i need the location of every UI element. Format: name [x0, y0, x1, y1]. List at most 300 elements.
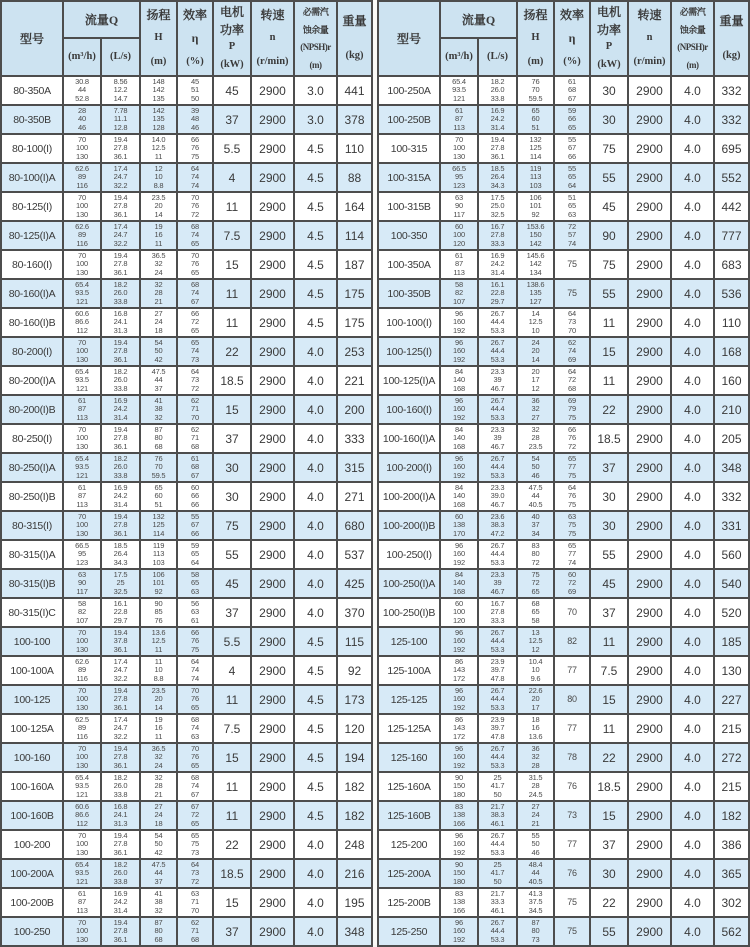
speed-cell: 2900 [628, 279, 671, 308]
power-cell: 37 [590, 453, 628, 482]
value-line: 90 [455, 859, 463, 869]
value-line: 27.8 [113, 752, 128, 762]
flow-m3h-cell-values [64, 570, 100, 597]
value-line: 160 [453, 752, 465, 762]
flow-m3h-cell [63, 76, 101, 105]
value-line: 37.8 [113, 636, 128, 646]
value-line: 19.4 [113, 685, 128, 695]
value-line: 76 [567, 868, 577, 879]
value-line: 192 [453, 760, 465, 770]
col-header-head [517, 1, 554, 76]
value-line: 92 [531, 209, 540, 219]
efficiency-cell [554, 917, 590, 946]
value-line: 44 [531, 868, 540, 878]
efficiency-cell-values [178, 367, 212, 394]
value-line: 66 [191, 528, 199, 538]
table-row [378, 163, 749, 192]
weight-cell: 332 [714, 482, 749, 511]
value-line: 130 [76, 151, 88, 161]
value-line: 32 [154, 412, 163, 422]
value-line: 63 [191, 586, 199, 596]
speed-cell: 2900 [628, 163, 671, 192]
value-line: 75 [191, 644, 199, 654]
head-cell-values [141, 628, 176, 655]
value-line: 153.6 [526, 221, 545, 231]
table-row [378, 801, 749, 830]
weight-cell: 386 [714, 830, 749, 859]
head-cell-values [518, 309, 553, 336]
value-line: 23.6 [490, 511, 505, 521]
head-cell-values [518, 222, 553, 249]
flow-ls-cell [478, 76, 517, 105]
model-cell: 80-250(I) [1, 424, 63, 453]
value-line: 28 [154, 781, 163, 791]
power-cell: 37 [213, 917, 251, 946]
efficiency-cell-values [178, 686, 212, 713]
value-line: 135 [152, 114, 165, 124]
header-line: (m) [527, 55, 544, 67]
value-line: 172 [453, 731, 465, 741]
model-cell: 100-250 [1, 917, 63, 946]
weight-cell: 348 [337, 917, 372, 946]
value-line: 11 [154, 238, 163, 248]
value-line: 32.5 [490, 209, 505, 219]
value-line: 160 [453, 346, 465, 356]
head-cell-values [141, 570, 176, 597]
header-line: (NPSH)r [300, 42, 331, 53]
efficiency-cell-values [555, 106, 589, 133]
value-line: 128 [152, 122, 165, 132]
flow-ls-cell [101, 337, 140, 366]
power-cell: 30 [590, 76, 628, 105]
value-line: 68 [191, 714, 199, 724]
model-cell: 80-160(I)A [1, 279, 63, 308]
efficiency-cell [554, 279, 590, 308]
value-line: 27.8 [113, 520, 128, 530]
speed-cell: 2900 [628, 424, 671, 453]
value-line: 107 [453, 296, 465, 306]
flow-ls-cell [101, 424, 140, 453]
npsh-cell: 4.0 [671, 163, 714, 192]
value-line: 62 [568, 337, 576, 347]
value-line: 27.8 [113, 839, 128, 849]
value-line: 72 [531, 557, 540, 567]
value-line: 24 [154, 760, 163, 770]
flow-m3h-cell-values [441, 396, 477, 423]
value-line: 63 [191, 888, 199, 898]
value-line: 26.4 [490, 172, 505, 182]
table-row [378, 424, 749, 453]
value-line: 160 [453, 462, 465, 472]
efficiency-cell-values [178, 222, 212, 249]
value-line: 13.6 [528, 731, 543, 741]
head-cell-values [141, 425, 176, 452]
value-line: 64 [568, 180, 576, 190]
value-line: 143 [453, 665, 465, 675]
npsh-cell: 4.0 [671, 656, 714, 685]
value-line: 142 [529, 259, 542, 269]
flow-ls-cell-values [102, 628, 139, 655]
value-line: 53.3 [490, 702, 505, 712]
value-line: 12.5 [528, 636, 543, 646]
value-line: 45 [191, 76, 199, 86]
efficiency-cell [177, 308, 213, 337]
flow-m3h-cell [440, 917, 478, 946]
speed-cell: 2900 [251, 76, 294, 105]
value-line: 70 [78, 627, 86, 637]
value-line: 145.6 [526, 250, 545, 260]
col-header-flow: 流量Q [63, 1, 140, 38]
model-cell: 100-125A [1, 714, 63, 743]
value-line: 62.5 [75, 714, 89, 724]
power-cell: 22 [590, 888, 628, 917]
value-line: 119 [152, 540, 165, 550]
table-row [378, 395, 749, 424]
value-line: 64 [191, 366, 199, 376]
npsh-cell: 4.0 [671, 627, 714, 656]
flow-m3h-cell [63, 250, 101, 279]
model-cell: 100-315 [378, 134, 440, 163]
value-line: 123 [453, 180, 465, 190]
value-line: 71 [191, 433, 199, 443]
efficiency-cell [177, 163, 213, 192]
value-line: 83 [455, 801, 463, 811]
value-line: 132 [529, 134, 542, 144]
value-line: 66 [191, 491, 199, 501]
table-row [1, 366, 372, 395]
head-cell [140, 337, 177, 366]
head-cell-values [518, 686, 553, 713]
flow-ls-cell-values [479, 396, 516, 423]
value-line: 17.5 [490, 192, 505, 202]
value-line: 86.6 [75, 810, 89, 820]
speed-cell: 2900 [251, 830, 294, 859]
power-cell: 7.5 [213, 714, 251, 743]
head-cell-values [518, 657, 553, 684]
head-cell-values [141, 512, 176, 539]
value-line: 41 [154, 395, 163, 405]
value-line: 11 [154, 644, 163, 654]
value-line: 87 [455, 114, 463, 124]
flow-ls-cell [101, 250, 140, 279]
value-line: 32.5 [113, 586, 128, 596]
table-body [1, 76, 372, 946]
weight-cell: 195 [337, 888, 372, 917]
weight-cell: 227 [714, 685, 749, 714]
head-cell [517, 888, 554, 917]
value-line: 100 [453, 143, 465, 153]
value-line: 121 [76, 789, 88, 799]
value-line: 12.2 [113, 85, 128, 95]
value-line: 192 [453, 557, 465, 567]
header-line: n [646, 32, 653, 44]
col-header-flow: 流量Q [440, 1, 517, 38]
npsh-cell: 4.0 [671, 279, 714, 308]
power-cell: 15 [590, 801, 628, 830]
value-line: 60 [455, 511, 463, 521]
flow-ls-cell [101, 105, 140, 134]
value-line: 62.6 [75, 163, 89, 173]
weight-cell: 315 [337, 453, 372, 482]
flow-m3h-cell-values [64, 773, 100, 800]
value-line: 29.7 [490, 296, 505, 306]
power-cell: 4 [213, 163, 251, 192]
value-line: 61 [191, 453, 199, 463]
model-cell: 125-200 [378, 830, 440, 859]
value-line: 19.4 [113, 743, 128, 753]
value-line: 27.8 [490, 607, 505, 617]
value-line: 19.4 [113, 250, 128, 260]
flow-ls-cell-values [479, 889, 516, 916]
weight-cell: 182 [714, 801, 749, 830]
value-line: 76 [568, 491, 576, 501]
value-line: 100 [453, 607, 465, 617]
value-line: 66.5 [75, 540, 89, 550]
model-cell: 100-200(I)A [378, 482, 440, 511]
value-line: 60.6 [75, 801, 89, 811]
value-line: 26.7 [490, 395, 505, 405]
speed-cell: 2900 [251, 656, 294, 685]
value-line: 38 [154, 897, 163, 907]
value-line: 48.4 [528, 859, 543, 869]
flow-ls-cell [478, 424, 517, 453]
model-cell: 125-160B [378, 801, 440, 830]
efficiency-cell [554, 134, 590, 163]
value-line: 12.5 [151, 143, 166, 153]
value-line: 100 [76, 143, 88, 153]
value-line: 77 [567, 723, 577, 734]
flow-m3h-cell-values [64, 802, 100, 829]
npsh-cell: 4.0 [671, 337, 714, 366]
table-row [378, 308, 749, 337]
value-line: 7.78 [113, 105, 128, 115]
power-cell: 30 [590, 511, 628, 540]
speed-cell: 2900 [628, 395, 671, 424]
power-cell: 30 [590, 105, 628, 134]
power-cell: 45 [213, 76, 251, 105]
npsh-cell: 4.0 [671, 424, 714, 453]
value-line: 47.5 [528, 482, 543, 492]
power-cell: 55 [590, 540, 628, 569]
head-cell [517, 917, 554, 946]
flow-ls-cell-values [479, 454, 516, 481]
power-cell: 11 [590, 308, 628, 337]
value-line: 73 [531, 934, 540, 944]
value-line: 32 [531, 424, 540, 434]
value-line: 26.7 [490, 685, 505, 695]
model-cell: 80-160(I) [1, 250, 63, 279]
efficiency-cell [554, 511, 590, 540]
speed-cell: 2900 [628, 743, 671, 772]
head-cell-values [518, 802, 553, 829]
head-cell [140, 308, 177, 337]
flow-ls-cell-values [479, 425, 516, 452]
speed-cell: 2900 [628, 337, 671, 366]
col-header-flow-ls: (L/s) [478, 38, 517, 76]
value-line: 14 [154, 702, 163, 712]
speed-cell: 2900 [628, 830, 671, 859]
table-row [1, 772, 372, 801]
flow-ls-cell-values [102, 512, 139, 539]
flow-m3h-cell [440, 163, 478, 192]
head-cell-values [518, 860, 553, 887]
value-line: 32 [154, 752, 163, 762]
value-line: 103 [529, 180, 542, 190]
value-line: 71 [191, 926, 199, 936]
model-cell: 80-315(I)A [1, 540, 63, 569]
flow-m3h-cell-values [441, 918, 477, 945]
value-line: 65.4 [75, 279, 89, 289]
value-line: 72 [191, 317, 199, 327]
flow-m3h-cell [440, 366, 478, 395]
flow-ls-cell [101, 279, 140, 308]
model-cell: 100-350 [378, 221, 440, 250]
flow-m3h-cell-values [441, 628, 477, 655]
value-line: 96 [455, 308, 463, 318]
head-cell-values [518, 773, 553, 800]
efficiency-cell-values [555, 454, 589, 481]
value-line: 8.8 [153, 673, 164, 683]
power-cell: 11 [590, 366, 628, 395]
head-cell [517, 482, 554, 511]
speed-cell: 2900 [251, 685, 294, 714]
value-line: 17.4 [113, 714, 128, 724]
weight-cell: 114 [337, 221, 372, 250]
value-line: 68 [191, 462, 199, 472]
value-line: 26.7 [490, 540, 505, 550]
power-cell: 45 [590, 569, 628, 598]
value-line: 27.8 [490, 143, 505, 153]
value-line: 24 [154, 317, 163, 327]
flow-ls-cell [478, 685, 517, 714]
value-line: 19.4 [113, 192, 128, 202]
head-cell [517, 714, 554, 743]
value-line: 20 [531, 694, 540, 704]
head-cell [517, 598, 554, 627]
value-line: 68 [568, 383, 576, 393]
header-line: (%) [186, 55, 204, 67]
header-line: n [269, 32, 276, 44]
efficiency-cell-values [555, 425, 589, 452]
value-line: 138 [453, 520, 465, 530]
efficiency-cell-values [555, 541, 589, 568]
flow-ls-cell-values [479, 164, 516, 191]
value-line: 130 [76, 441, 88, 451]
value-line: 24.7 [113, 723, 128, 733]
value-line: 16.7 [490, 598, 505, 608]
value-line: 46 [78, 122, 86, 132]
value-line: 160 [453, 694, 465, 704]
value-line: 68 [154, 441, 163, 451]
value-line: 24.2 [490, 259, 505, 269]
flow-ls-cell-values [102, 280, 139, 307]
value-line: 130 [76, 354, 88, 364]
value-line: 14.7 [113, 93, 128, 103]
npsh-cell: 4.0 [294, 453, 337, 482]
header-line: (m) [309, 59, 322, 70]
model-cell: 100-250B [378, 105, 440, 134]
value-line: 80 [531, 549, 540, 559]
value-line: 44 [154, 375, 163, 385]
efficiency-cell-values [555, 309, 589, 336]
value-line: 53.3 [490, 557, 505, 567]
header-line: 功率 [219, 22, 244, 37]
power-cell: 55 [590, 917, 628, 946]
value-line: 192 [453, 934, 465, 944]
flow-m3h-cell [63, 511, 101, 540]
weight-cell: 695 [714, 134, 749, 163]
flow-ls-cell-values [479, 628, 516, 655]
flow-ls-cell [478, 192, 517, 221]
value-line: 24.1 [113, 810, 128, 820]
value-line: 63 [191, 731, 199, 741]
npsh-cell: 4.0 [671, 395, 714, 424]
flow-m3h-cell [440, 395, 478, 424]
value-line: 19.4 [113, 424, 128, 434]
speed-cell: 2900 [251, 192, 294, 221]
value-line: 62 [191, 917, 199, 927]
table-row [1, 888, 372, 917]
value-line: 68 [191, 221, 199, 231]
efficiency-cell [177, 250, 213, 279]
speed-cell: 2900 [251, 569, 294, 598]
flow-ls-cell [478, 395, 517, 424]
efficiency-cell-values [555, 164, 589, 191]
flow-ls-cell-values [479, 686, 516, 713]
value-line: 166 [453, 905, 465, 915]
flow-ls-cell [478, 598, 517, 627]
value-line: 106 [529, 192, 542, 202]
flow-ls-cell [478, 221, 517, 250]
efficiency-cell-values [178, 425, 212, 452]
model-cell: 100-125(I)A [378, 366, 440, 395]
head-cell [517, 685, 554, 714]
flow-ls-cell [478, 134, 517, 163]
speed-cell: 2900 [628, 511, 671, 540]
value-line: 37 [154, 876, 163, 886]
head-cell-values [141, 164, 176, 191]
head-cell-values [518, 512, 553, 539]
flow-m3h-cell [440, 714, 478, 743]
value-line: 37 [154, 383, 163, 393]
efficiency-cell [554, 859, 590, 888]
head-cell [517, 192, 554, 221]
value-line: 127 [529, 296, 542, 306]
value-line: 74 [191, 346, 199, 356]
value-line: 68 [191, 772, 199, 782]
efficiency-cell-values [555, 135, 589, 162]
value-line: 70 [191, 192, 199, 202]
efficiency-cell-values [178, 193, 212, 220]
value-line: 18.2 [113, 279, 128, 289]
head-cell-values [518, 106, 553, 133]
header-line: P [228, 41, 236, 53]
value-line: 75 [567, 897, 577, 908]
value-line: 59 [568, 105, 576, 115]
efficiency-cell-values [555, 715, 589, 742]
speed-cell: 2900 [628, 105, 671, 134]
efficiency-cell [554, 801, 590, 830]
power-cell: 37 [213, 598, 251, 627]
value-line: 65.4 [75, 859, 89, 869]
value-line: 93.5 [75, 375, 89, 385]
value-line: 36.1 [113, 847, 128, 857]
head-cell-values [141, 744, 176, 771]
efficiency-cell-values [178, 454, 212, 481]
flow-ls-cell [101, 482, 140, 511]
value-line: 72 [191, 383, 199, 393]
speed-cell: 2900 [251, 888, 294, 917]
